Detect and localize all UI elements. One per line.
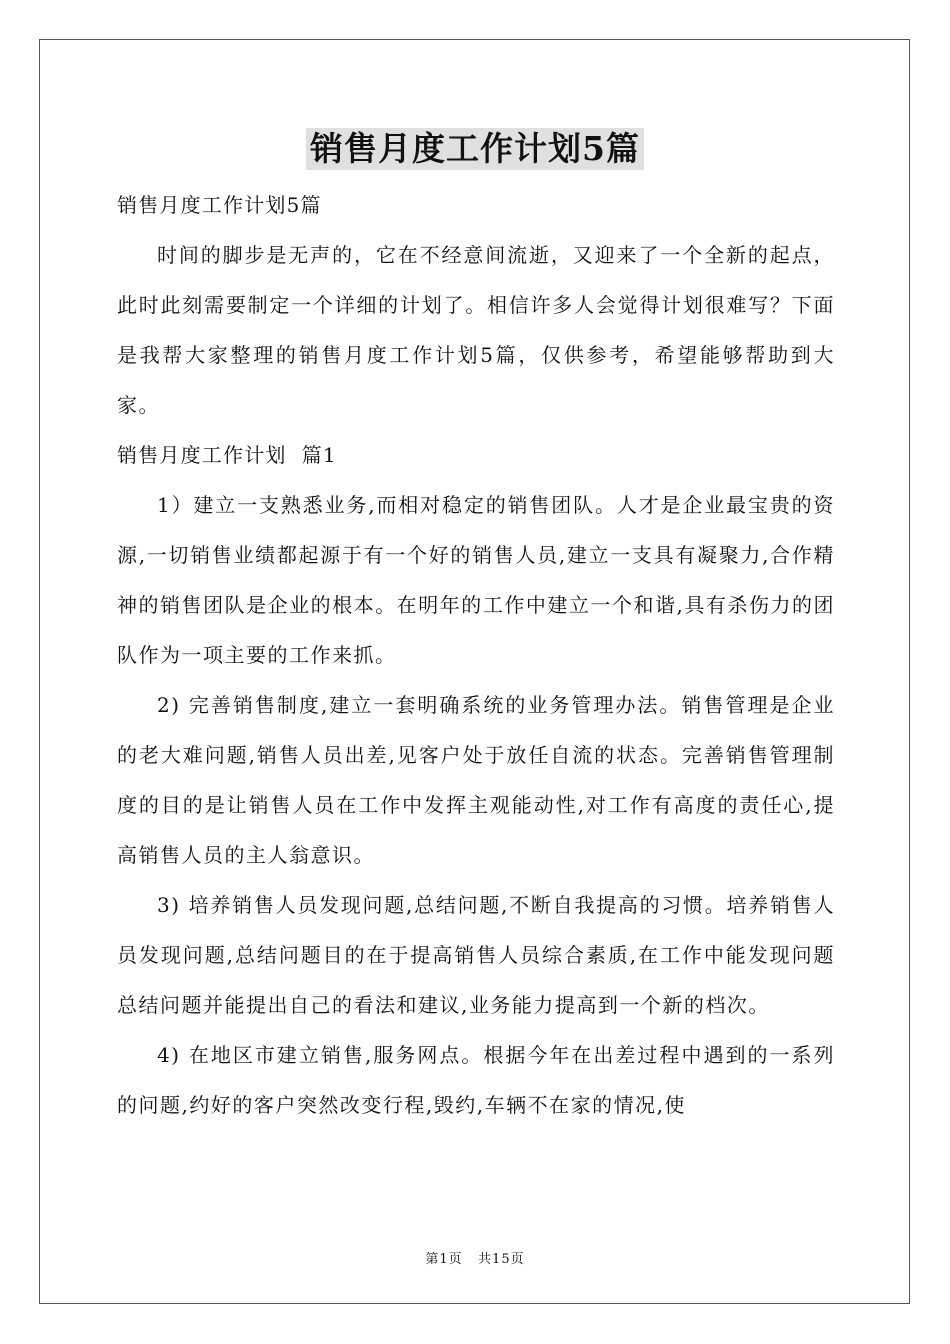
document-subtitle: 销售月度工作计划5篇	[117, 193, 322, 217]
document-title: 销售月度工作计划5篇	[306, 128, 644, 170]
body-paragraph-1: 1）建立一支熟悉业务,而相对稳定的销售团队。人才是企业最宝贵的资源,一切销售业绩都起源于有一个好的销售人员,建立一支具有凝聚力,合作精神的销售团队是企业的根本。在明年的工作中建立一个和谐,具有杀伤力的团队作为一项主要的工作来抓。	[117, 493, 835, 667]
title-container	[0, 128, 950, 170]
page-footer: 第1页 共15页	[425, 1252, 525, 1267]
body-paragraph-3: 3) 培养销售人员发现问题,总结问题,不断自我提高的习惯。培养销售人员发现问题,总结问题目的在于提高销售人员综合素质,在工作中能发现问题总结问题并能提出自己的看法和建议,业务能力提高到一个新的档次。	[117, 893, 835, 1017]
intro-paragraph: 时间的脚步是无声的，它在不经意间流逝，又迎来了一个全新的起点，此时此刻需要制定一个详细的计划了。相信许多人会觉得计划很难写？下面是我帮大家整理的销售月度工作计划5篇，仅供参考，希望能够帮助到大家。	[117, 243, 835, 417]
body-paragraph-2: 2) 完善销售制度,建立一套明确系统的业务管理办法。销售管理是企业的老大难问题,销售人员出差,见客户处于放任自流的状态。完善销售管理制度的目的是让销售人员在工作中发挥主观能动性,对工作有高度的责任心,提高销售人员的主人翁意识。	[117, 693, 835, 867]
body-paragraph-4: 4) 在地区市建立销售,服务网点。根据今年在出差过程中遇到的一系列的问题,约好的客户突然改变行程,毁约,车辆不在家的情况,使	[117, 1043, 835, 1117]
document-body	[117, 180, 835, 1130]
section-heading: 销售月度工作计划 篇1	[117, 443, 337, 467]
